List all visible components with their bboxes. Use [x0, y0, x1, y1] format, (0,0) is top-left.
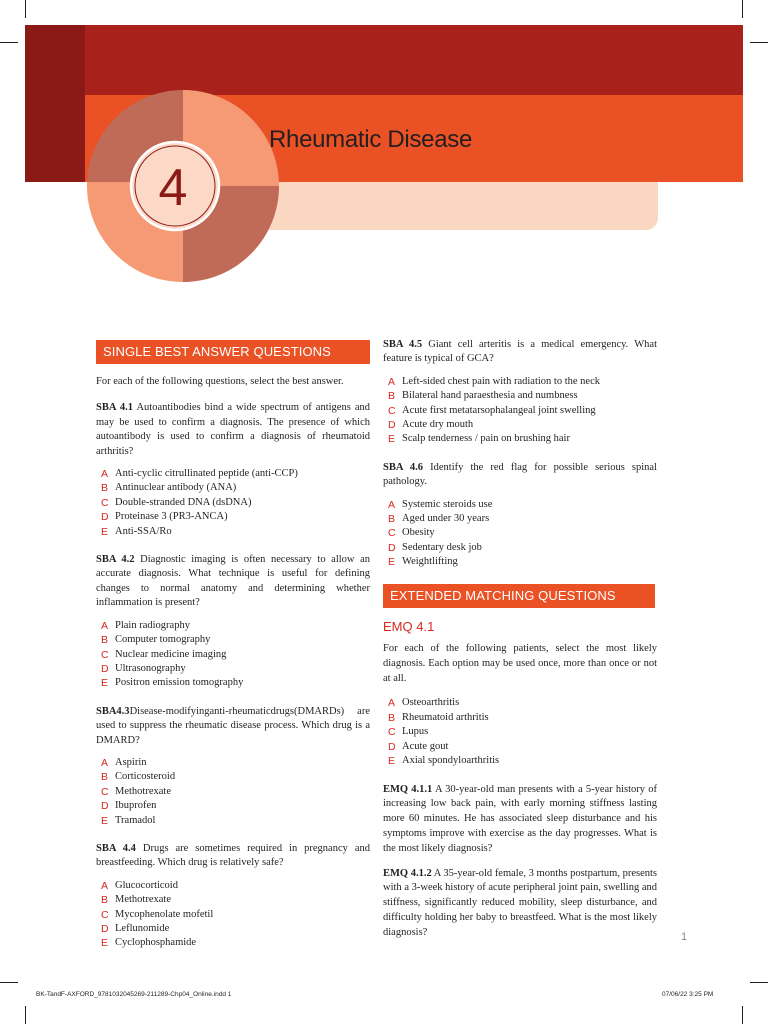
option-text: Scalp tenderness / pain on brushing hair [402, 433, 570, 445]
option-letter: A [101, 619, 109, 632]
option-text: Anti-cyclic citrullinated peptide (anti-CCP) [115, 468, 298, 480]
question-text: Disease-modifyinganti-rheumaticdrugs(DMARDs) are used to suppress the rheumatic disease process. Which drug is a DMARD? [96, 705, 370, 746]
answer-option [96, 633, 370, 647]
option-letter: E [101, 937, 109, 950]
answer-option [383, 498, 657, 512]
answer-option [383, 404, 657, 418]
answer-option [96, 785, 370, 799]
answer-option [383, 526, 657, 540]
option-letter: E [388, 556, 396, 569]
chapter-number: 4 [158, 159, 188, 217]
option-letter: D [388, 541, 396, 554]
option-text: Ibuprofen [115, 800, 157, 812]
sba-question [96, 401, 370, 539]
crop-mark [742, 0, 743, 18]
option-text: Acute gout [402, 740, 449, 752]
sba-question [383, 461, 657, 570]
option-text: Corticosteroid [115, 771, 176, 783]
question-label: SBA4.3 [96, 705, 130, 717]
answer-options [96, 756, 370, 828]
question-label: SBA 4.1 [96, 402, 134, 414]
question-label: SBA 4.6 [383, 461, 424, 473]
option-text: Mycophenolate mofetil [115, 908, 214, 920]
answer-option [96, 676, 370, 690]
crop-mark [750, 42, 768, 43]
option-text: Anti-SSA/Ro [115, 525, 172, 537]
answer-option [96, 922, 370, 936]
header-band-dark [25, 25, 743, 95]
crop-mark [742, 1006, 743, 1024]
chapter-circle-graphic [85, 88, 281, 284]
question-stem [383, 338, 657, 367]
option-text: Plain radiography [115, 619, 190, 631]
option-letter: A [101, 468, 109, 481]
question-stem [383, 461, 657, 490]
crop-mark [25, 0, 26, 18]
option-text: Bilateral hand paraesthesia and numbness [402, 390, 578, 402]
option-text: Proteinase 3 (PR3-ANCA) [115, 511, 228, 523]
answer-option [96, 879, 370, 893]
answer-options [383, 375, 657, 447]
answer-option [383, 418, 657, 432]
answer-option [96, 893, 370, 907]
answer-option [383, 711, 657, 725]
option-text: Tramadol [115, 814, 156, 826]
option-letter: A [101, 879, 109, 892]
emq-case [383, 783, 657, 857]
answer-option [96, 467, 370, 481]
option-text: Weightlifting [402, 556, 458, 568]
option-text: Nuclear medicine imaging [115, 648, 227, 660]
option-letter: B [101, 771, 109, 784]
answer-option [383, 389, 657, 403]
option-letter: C [101, 648, 109, 661]
emq-options [383, 696, 657, 768]
option-text: Acute first metatarsophalangeal joint swelling [402, 404, 596, 416]
option-letter: D [388, 419, 396, 432]
option-letter: A [388, 375, 396, 388]
crop-mark [25, 1006, 26, 1024]
option-text: Antinuclear antibody (ANA) [115, 482, 237, 494]
case-label: EMQ 4.1.1 [383, 783, 433, 795]
option-text: Cyclophosphamide [115, 937, 197, 949]
right-column [383, 338, 657, 950]
option-letter: C [388, 404, 396, 417]
option-letter: D [101, 511, 109, 524]
case-text: A 35-year-old female, 3 months postpartum, presents with a 3-week history of acute peripheral joint pain, swelling and stiffness, significantly reduced mobility, sleep disturbance, and difficulty holding her baby to breastfeed. What is the most likely diagnosis? [383, 867, 657, 938]
emq-subheading: EMQ 4.1 [383, 618, 435, 634]
question-stem [96, 553, 370, 611]
option-text: Leflunomide [115, 923, 170, 934]
answer-option [96, 619, 370, 633]
question-text: Autoantibodies bind a wide spectrum of antigens and may be used to confirm a diagnosis. The presence of which autoantibody is used to confirm a diagnosis of rheumatoid arthritis? [96, 402, 370, 457]
question-text: Diagnostic imaging is often necessary to allow an accurate diagnosis. What technique is useful for defining changes to normal anatomy and determining whether inflammation is present? [96, 554, 370, 609]
answer-option [96, 814, 370, 828]
option-letter: A [388, 697, 396, 710]
file-slug: BK-TandF-AXFORD_9781032045269-211289-Chp04_Online.indd 1 [36, 991, 232, 998]
option-letter: E [101, 525, 109, 538]
option-letter: D [101, 800, 109, 813]
option-letter: E [101, 677, 109, 690]
sba-question [383, 338, 657, 447]
answer-option [96, 799, 370, 813]
question-label: SBA 4.5 [383, 339, 423, 350]
option-letter: B [388, 513, 396, 526]
option-letter: C [388, 527, 396, 540]
option-letter: C [101, 908, 109, 921]
answer-option [383, 375, 657, 389]
option-text: Sedentary desk job [402, 541, 482, 553]
option-letter: C [388, 726, 396, 739]
answer-option [96, 756, 370, 770]
option-letter: E [388, 433, 396, 446]
answer-option [383, 740, 657, 754]
option-letter: A [101, 756, 109, 769]
answer-option [96, 648, 370, 662]
answer-option [96, 496, 370, 510]
option-text: Osteoarthritis [402, 697, 460, 709]
option-text: Left-sided chest pain with radiation to the neck [402, 375, 600, 387]
option-letter: E [388, 755, 396, 768]
option-letter: B [101, 482, 109, 495]
answer-option [383, 725, 657, 739]
header-band-left [25, 25, 85, 182]
answer-options [96, 619, 370, 691]
option-text: Systemic steroids use [402, 498, 493, 510]
sba-question [96, 842, 370, 951]
crop-mark [0, 42, 18, 43]
answer-options [383, 498, 657, 570]
sba-question [96, 553, 370, 691]
option-letter: C [101, 785, 109, 798]
question-label: SBA 4.4 [96, 842, 136, 854]
answer-option [383, 696, 657, 710]
case-label: EMQ 4.1.2 [383, 867, 432, 879]
option-text: Glucocorticoid [115, 879, 178, 891]
option-letter: E [101, 814, 109, 827]
answer-option [96, 662, 370, 676]
left-column [96, 340, 370, 965]
crop-mark [0, 982, 18, 983]
case-text: A 30-year-old man presents with a 5-year history of increasing low back pain, with early morning stiffness lasting more 60 minutes. He has associated sleep disturbance and his symptoms improve with exercise as the day progresses. What is the most likely diagnosis? [383, 783, 657, 854]
chapter-title: Rheumatic Disease [269, 126, 472, 153]
option-text: Aged under 30 years [402, 513, 490, 525]
question-label: SBA 4.2 [96, 554, 135, 566]
emq-section-heading: EXTENDED MATCHING QUESTIONS [383, 584, 655, 608]
question-text: Giant cell arteritis is a medical emergency. What feature is typical of GCA? [383, 339, 657, 365]
emq-case [383, 867, 657, 941]
emq-instruction: For each of the following patients, select the most likely diagnosis. Each option may be used once, more than once or not at all. [383, 643, 657, 684]
option-text: Double-stranded DNA (dsDNA) [115, 496, 252, 508]
option-letter: B [101, 894, 109, 907]
option-text: Axial spondyloarthritis [402, 755, 500, 767]
question-stem [96, 705, 370, 748]
answer-option [96, 510, 370, 524]
option-text: Positron emission tomography [115, 677, 244, 689]
sba-question [96, 705, 370, 828]
question-text: Identify the red flag for possible serious spinal pathology. [383, 461, 657, 488]
answer-option [96, 770, 370, 784]
option-letter: B [388, 711, 396, 724]
option-text: Aspirin [115, 756, 147, 768]
option-text: Acute dry mouth [402, 419, 474, 431]
option-text: Methotrexate [115, 785, 171, 797]
answer-option [383, 432, 657, 446]
option-letter: B [101, 634, 109, 647]
option-text: Methotrexate [115, 894, 171, 906]
question-stem [96, 842, 370, 871]
option-letter: D [101, 923, 109, 935]
option-letter: B [388, 390, 396, 403]
question-text: Drugs are sometimes required in pregnancy and breastfeeding. Which drug is relatively safe? [96, 842, 370, 869]
sba-section-heading: SINGLE BEST ANSWER QUESTIONS [96, 340, 370, 364]
option-letter: D [388, 740, 396, 753]
answer-option [96, 525, 370, 539]
answer-option [383, 512, 657, 526]
option-letter: A [388, 498, 396, 511]
option-text: Rheumatoid arthritis [402, 711, 489, 723]
answer-option [96, 481, 370, 495]
answer-options [96, 879, 370, 951]
answer-option [96, 936, 370, 950]
crop-mark [750, 982, 768, 983]
answer-option [383, 754, 657, 768]
option-text: Computer tomography [115, 634, 211, 646]
option-letter: D [101, 662, 109, 675]
answer-option [96, 908, 370, 922]
answer-option [383, 541, 657, 555]
option-letter: C [101, 496, 109, 509]
page-number: 1 [681, 931, 688, 943]
option-text: Lupus [402, 726, 429, 738]
answer-option [383, 555, 657, 569]
date-slug: 07/06/22 3:25 PM [662, 991, 714, 998]
answer-options [96, 467, 370, 539]
option-text: Obesity [402, 527, 435, 539]
sba-instruction: For each of the following questions, select the best answer. [96, 376, 344, 387]
question-stem [96, 401, 370, 459]
option-text: Ultrasonography [115, 662, 186, 674]
